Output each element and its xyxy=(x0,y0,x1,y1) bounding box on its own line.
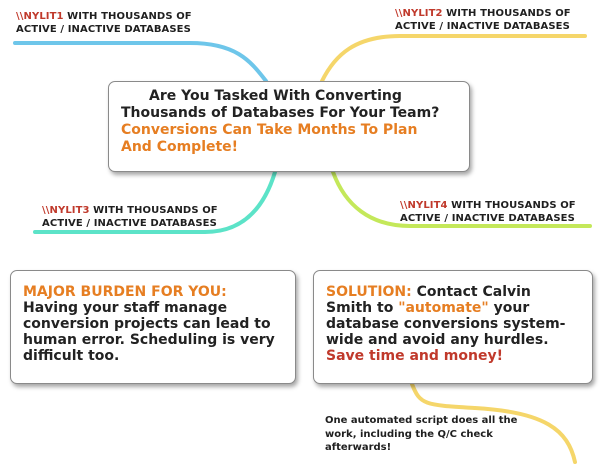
central-topic-line3: Conversions Can Take Months To Plan xyxy=(121,122,418,138)
branch-code: \\NYLIT4 xyxy=(400,200,448,211)
central-topic-line1: Are You Tasked With Converting xyxy=(149,88,402,104)
note-line2: work, including the Q/C check xyxy=(325,428,493,440)
solution-line2-pre: Smith to xyxy=(326,300,399,316)
branch-line-nylit1 xyxy=(15,43,266,81)
branch-text: WITH THOUSANDS OF xyxy=(447,200,576,211)
central-topic-box xyxy=(108,81,470,172)
central-topic-line2: Thousands of Databases For Your Team? xyxy=(121,105,440,121)
branch-text-line2: ACTIVE / INACTIVE DATABASES xyxy=(395,21,570,32)
solution-line3: database conversions system- xyxy=(326,316,566,332)
central-topic-line4: And Complete! xyxy=(121,139,239,155)
branch-text: WITH THOUSANDS OF xyxy=(89,205,218,216)
branch-code: \\NYLIT2 xyxy=(395,8,443,19)
major-burden-box xyxy=(10,270,296,384)
branch-code: \\NYLIT3 xyxy=(42,205,90,216)
note-line1: One automated script does all the xyxy=(325,415,518,426)
branch-label-nylit2 xyxy=(395,7,571,33)
branch-text-line2: ACTIVE / INACTIVE DATABASES xyxy=(400,213,575,224)
branch-label-nylit4 xyxy=(400,199,576,225)
burden-line: conversion projects can lead to xyxy=(23,316,271,332)
automation-note xyxy=(325,414,587,455)
solution-line2-post: your xyxy=(488,300,530,316)
solution-automate-highlight: "automate" xyxy=(398,300,489,316)
burden-line: Having your staff manage xyxy=(23,300,228,316)
solution-line1: Contact Calvin xyxy=(411,284,531,300)
solution-heading: SOLUTION: xyxy=(326,284,412,300)
solution-box xyxy=(313,270,593,384)
burden-heading: MAJOR BURDEN FOR YOU: xyxy=(23,284,227,300)
solution-save-time: Save time and money! xyxy=(326,348,503,364)
note-line3: afterwards! xyxy=(325,442,392,453)
branch-line-nylit2 xyxy=(322,36,585,81)
burden-line: difficult too. xyxy=(23,348,120,364)
branch-text-line2: ACTIVE / INACTIVE DATABASES xyxy=(42,218,217,229)
solution-line4: wide and avoid any hurdles. xyxy=(326,332,549,348)
branch-text: WITH THOUSANDS OF xyxy=(442,8,571,19)
branch-text-line2: ACTIVE / INACTIVE DATABASES xyxy=(16,24,191,35)
branch-label-nylit1 xyxy=(16,10,192,36)
branch-text: WITH THOUSANDS OF xyxy=(63,11,192,22)
burden-line: human error. Scheduling is very xyxy=(23,332,275,348)
branch-code: \\NYLIT1 xyxy=(16,11,64,22)
branch-label-nylit3 xyxy=(42,204,218,230)
